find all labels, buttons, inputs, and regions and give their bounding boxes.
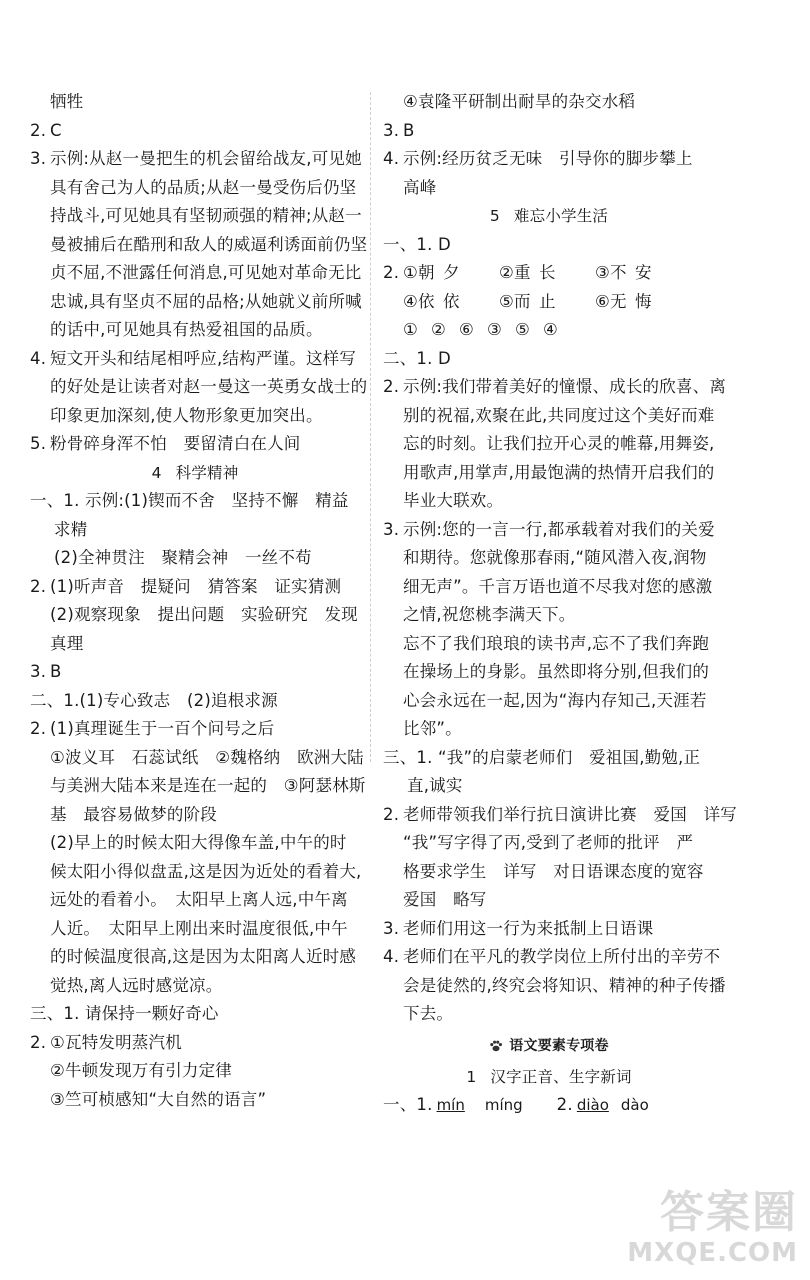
heading-title: 难忘小学生活 [513, 207, 609, 225]
answer-text: ④袁隆平研制出耐旱的杂交水稻 [403, 92, 636, 111]
answer-text: 印象更加深刻,使人物形象更加突出。 [50, 405, 323, 425]
answer-text: 和期待。您就像那春雨,“随风潜入夜,润物 [403, 548, 707, 567]
answer-text: B [403, 120, 415, 140]
answer-text: 远处的看着小。 太阳早上离人远,中午离 [50, 890, 348, 909]
answer-text: 老师带领我们举行抗日演讲比赛 爱国 详写 [403, 804, 737, 824]
answer-text: 人近。 太阳早上刚出来时温度很低,中午 [50, 918, 348, 938]
text-line [383, 88, 715, 117]
answer-text: 忘不了我们琅琅的读书声,忘不了我们奔跑 [403, 633, 710, 653]
answer-text: 持战斗,可见她具有坚韧顽强的精神;从赵一 [50, 206, 362, 225]
answer-text: 示例:经历贫乏无味 引导你的脚步攀上 [403, 149, 693, 168]
text-line [30, 316, 360, 345]
text-line [383, 687, 715, 716]
text-line [30, 630, 360, 659]
answer-text: ③竺可桢感知“大自然的语言” [50, 1089, 267, 1109]
text-line [383, 772, 715, 801]
question-3 [383, 516, 715, 545]
text-line [383, 601, 715, 630]
answer-cell: ①朝 [403, 263, 435, 282]
question-number: 3. [30, 662, 47, 681]
question-2 [30, 715, 360, 744]
special-section-title [383, 1029, 715, 1063]
answer-text: ①波义耳 石蕊试纸 ②魏格纳 欧洲大陆 [50, 747, 364, 767]
text-line [383, 544, 715, 573]
text-line [383, 972, 726, 1001]
answer-text: 的话中,可见她具有热爱祖国的品质。 [50, 320, 323, 339]
pinyin-answer: dào [620, 1096, 649, 1114]
answer-cell: ⑤ [515, 320, 530, 339]
text-line [383, 829, 715, 858]
answer-text: (1)真理诞生于一百个问号之后 [50, 719, 275, 738]
section-1-pinyin [383, 1091, 715, 1120]
answer-cell: 止 [539, 291, 556, 311]
answer-text: 1. 示例:(1)锲而不舍 坚持不懈 精益 [63, 491, 349, 510]
pinyin-answer: míng [484, 1096, 523, 1114]
text-line [30, 744, 364, 773]
answer-text: 1.(1)专心致志 (2)追根求源 [63, 690, 278, 710]
text-line [383, 1000, 715, 1029]
answer-text: 觉热,离人远时感觉凉。 [50, 975, 223, 995]
question-3 [383, 117, 715, 146]
answer-text: 贞不屈,不泄露任何消息,可见她对革命无比 [50, 263, 362, 282]
text-line [30, 544, 360, 573]
question-4 [30, 345, 360, 374]
answer-cell: ③ [487, 320, 502, 339]
answer-cell: ④ [543, 320, 558, 339]
left-column [30, 88, 368, 1114]
heading-title: 汉字正音、生字新词 [490, 1067, 632, 1086]
paw-icon [489, 1039, 503, 1053]
question-2-row-1 [383, 259, 715, 288]
text-line [30, 288, 360, 317]
answer-cell: 夕 [443, 263, 460, 282]
answer-text: “我”写字得了丙,受到了老师的批评 严 [403, 833, 694, 852]
question-number: 2. [30, 576, 47, 596]
answer-text: 高峰 [403, 177, 437, 197]
answer-text: 粉骨碎身浑不怕 要留清白在人间 [50, 434, 301, 453]
text-line [30, 402, 360, 431]
answer-text: 爱国 略写 [403, 890, 487, 909]
question-2 [383, 801, 737, 830]
text-line [383, 487, 715, 516]
question-number: 2. [30, 1032, 47, 1052]
answer-cell: 依 [443, 291, 460, 311]
section-heading-4 [30, 459, 360, 488]
question-3 [30, 145, 360, 174]
answer-text: 毕业大联欢。 [403, 491, 504, 510]
section-number: 三、 [383, 747, 417, 767]
question-2 [383, 373, 727, 402]
answer-text: ①瓦特发明蒸汽机 [50, 1032, 182, 1052]
question-number: 3. [383, 519, 400, 539]
answer-text: 真理 [50, 633, 84, 653]
answer-text: 与美洲大陆本来是连在一起的 ③阿瑟林斯 [50, 776, 366, 795]
text-line [383, 886, 715, 915]
section-2 [383, 345, 715, 374]
heading-number: 1 [466, 1067, 477, 1086]
question-number: 2. [30, 120, 47, 140]
text-line [30, 88, 360, 117]
text-line [383, 430, 715, 459]
question-2 [30, 1029, 360, 1058]
text: 牺牲 [50, 92, 84, 111]
text-line [30, 373, 368, 402]
text-line [30, 858, 360, 887]
text-line [30, 601, 360, 630]
text-line [30, 886, 360, 915]
text-line [30, 202, 360, 231]
question-number: 3. [383, 918, 400, 938]
text-line [383, 174, 715, 203]
text-line [30, 259, 360, 288]
answer-text: 别的祝福,欢聚在此,共同度过这个美好而难 [403, 405, 715, 425]
question-3 [30, 658, 360, 687]
question-number: 4. [383, 947, 400, 966]
question-number: 4. [30, 348, 47, 368]
text-line [30, 972, 360, 1001]
answer-text: 求精 [54, 519, 88, 539]
text-line [383, 573, 715, 602]
question-4 [383, 943, 721, 972]
section-heading-5 [383, 202, 715, 231]
question-5 [30, 430, 360, 459]
question-number: 4. [383, 149, 400, 168]
answer-cell: 悔 [635, 291, 652, 311]
answer-text: 短文开头和结尾相呼应,结构严谨。这样写 [50, 348, 357, 368]
answer-text: 示例:您的一言一行,都承载着对我们的关爱 [403, 519, 715, 539]
section-2 [30, 687, 360, 716]
question-2-row-3 [383, 316, 715, 345]
text-line [383, 630, 715, 659]
answer-text: 直,诚实 [407, 776, 463, 795]
answer-text: 的时候温度很高,这是因为太阳离人近时感 [50, 947, 357, 966]
text-line [30, 829, 360, 858]
answer-text: B [50, 662, 62, 681]
answer-cell: 长 [539, 263, 556, 282]
answer-text: 示例:从赵一曼把生的机会留给战友,可见她 [50, 149, 362, 168]
text-line [30, 1086, 360, 1115]
text-line [30, 772, 366, 801]
section-number: 一、 [383, 1095, 417, 1114]
section-heading-1 [383, 1063, 715, 1092]
answer-text: 基 最容易做梦的阶段 [50, 804, 217, 824]
answer-text: 1. “我”的启蒙老师们 爱祖国,勤勉,正 [416, 747, 701, 767]
section-number: 三、 [30, 1004, 64, 1023]
right-column [383, 88, 737, 1120]
section-1 [383, 231, 715, 260]
text-line [30, 231, 368, 260]
answer-text: 下去。 [403, 1004, 454, 1023]
answer-text: 之情,祝您桃李满天下。 [403, 605, 576, 624]
section-3 [383, 744, 715, 773]
heading-title: 科学精神 [175, 463, 239, 482]
heading-number: 5 [489, 207, 500, 225]
watermark-url: MXQE.COM [627, 1238, 798, 1268]
question-2 [30, 573, 360, 602]
question-4 [383, 145, 715, 174]
answer-cell: ③不 [595, 263, 627, 282]
section-number: 一、 [30, 491, 64, 510]
text-line [30, 943, 360, 972]
answer-text: (1)听声音 提疑问 猜答案 证实猜测 [50, 576, 342, 596]
question-number: 2. [30, 719, 47, 738]
answer-cell: ⑥无 [595, 291, 627, 311]
question-number: 5. [30, 434, 47, 453]
text-line [30, 801, 360, 830]
text-line [383, 658, 715, 687]
question-number: 1. [416, 1095, 433, 1114]
watermark-logo [608, 1188, 798, 1274]
answer-text: 老师们用这一行为来抵制上日语课 [403, 918, 654, 938]
text-line [383, 715, 715, 744]
heading-number: 4 [151, 463, 162, 482]
pinyin-answer: diào [576, 1096, 609, 1114]
answer-cell: ⑥ [459, 320, 474, 339]
answer-cell: 安 [635, 263, 652, 282]
question-2-row-2 [383, 288, 715, 317]
answer-text: C [50, 120, 62, 140]
question-2 [30, 117, 360, 146]
answer-cell: ④依 [403, 291, 435, 311]
answer-cell: ⑤而 [499, 291, 531, 311]
answer-text: (2)早上的时候太阳大得像车盖,中午的时 [50, 833, 347, 852]
answer-text: 1. D [416, 234, 451, 254]
answer-text: 会是徒然的,终究会将知识、精神的种子传播 [403, 975, 726, 995]
answer-text: ②牛顿发现万有引力定律 [50, 1061, 232, 1080]
answer-text: 心会永远在一起,因为“海内存知己,天涯若 [403, 690, 707, 710]
answer-cell: ① [403, 320, 418, 339]
section-number: 一、 [383, 234, 417, 254]
answer-text: 比邻”。 [403, 719, 462, 738]
text-line [30, 516, 360, 545]
answer-text: 候太阳小得似盘盂,这是因为近处的看着大, [50, 861, 362, 881]
answer-text: 忘的时刻。让我们拉开心灵的帷幕,用舞姿, [403, 434, 715, 453]
watermark-text: 答案圈 [660, 1187, 798, 1238]
answer-text: 用歌声,用掌声,用最饱满的热情开启我们的 [403, 462, 715, 482]
answer-text: (2)全神贯注 聚精会神 一丝不苟 [54, 548, 312, 567]
question-3 [383, 915, 715, 944]
answer-text: 曼被捕后在酷刑和敌人的威逼利诱面前仍坚 [50, 234, 368, 254]
answer-cell: ②重 [499, 263, 531, 282]
question-number: 2. [383, 377, 400, 396]
text-line [383, 858, 715, 887]
section-3 [30, 1000, 360, 1029]
answer-text: 在操场上的身影。虽然即将分别,但我们的 [403, 662, 710, 681]
question-number: 2. [383, 804, 400, 824]
answer-text: 示例:我们带着美好的憧憬、成长的欣喜、离 [403, 377, 727, 396]
answer-text: 的好处是让读者对赵一曼这一英勇女战士的 [50, 377, 368, 396]
special-title-text: 语文要素专项卷 [509, 1037, 609, 1054]
pinyin-answer: mín [436, 1096, 465, 1114]
text-line [30, 1057, 360, 1086]
answer-text: (2)观察现象 提出问题 实验研究 发现 [50, 605, 358, 624]
answer-text: 具有舍己为人的品质;从赵一曼受伤后仍坚 [50, 177, 357, 197]
question-number: 3. [383, 120, 400, 140]
text-line [30, 915, 360, 944]
answer-text: 1. D [416, 348, 451, 368]
text-line [383, 459, 715, 488]
answer-text: 忠诚,具有坚贞不屈的品格;从她就义前所喊 [50, 291, 362, 311]
question-number: 2. [556, 1095, 573, 1114]
answer-cell: ② [431, 320, 446, 339]
question-number: 2. [383, 263, 400, 282]
answer-text: 格要求学生 详写 对日语课态度的宽容 [403, 861, 704, 881]
answer-text: 老师们在平凡的教学岗位上所付出的辛劳不 [403, 947, 721, 966]
answer-text: 细无声”。千言万语也道不尽我对您的感激 [403, 576, 713, 596]
section-1 [30, 487, 360, 516]
section-number: 二、 [383, 348, 417, 368]
answer-text: 1. 请保持一颗好奇心 [63, 1004, 219, 1023]
text-line [383, 402, 715, 431]
text-line [30, 174, 360, 203]
question-number: 3. [30, 149, 47, 168]
column-divider [370, 92, 371, 762]
section-number: 二、 [30, 690, 64, 710]
